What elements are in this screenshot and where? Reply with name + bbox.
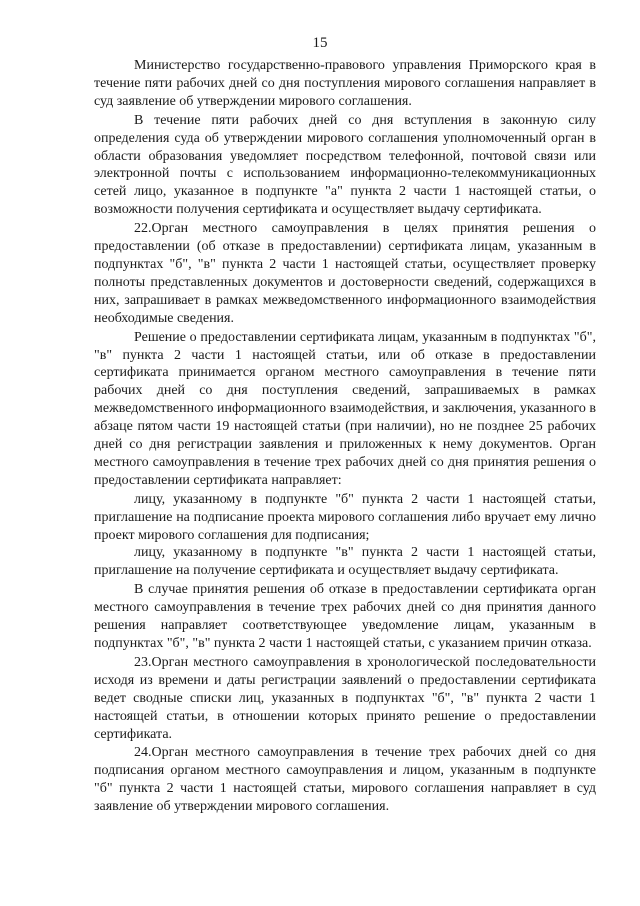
document-body xyxy=(94,57,596,816)
paragraph: Министерство государственно-правового управления Приморского края в течение пяти рабочих дней со дня поступления мирового соглашения направляет в суд заявление об утверждении мирового соглашения. xyxy=(94,58,596,109)
paragraph: В случае принятия решения об отказе в предоставлении сертификата орган местного самоуправления в течение трех рабочих дней со дня принятия данного решения направляет соответствующее уведомление лицам, указанным в подпунктах "б", "в" пункта 2 части 1 настоящей статьи, с указанием причин отказа. xyxy=(94,582,596,651)
paragraph: 22.Орган местного самоуправления в целях принятия решения о предоставлении (об отказе в предоставлении) сертификата лицам, указанным в подпунктах "б", "в" пункта 2 части 1 настоящей статьи, осуществляет проверку полноты представленных документов и достоверности сведений, содержащихся в них, запрашивает в рамках межведомственного информационного взаимодействия необходимые сведения. xyxy=(94,221,596,326)
paragraph: лицу, указанному в подпункте "в" пункта 2 части 1 настоящей статьи, приглашение на получение сертификата и осуществляет выдачу сертификата. xyxy=(94,545,596,579)
paragraph: В течение пяти рабочих дней со дня вступления в законную силу определения суда об утверждении мирового соглашения уполномоченный орган в области образования уведомляет посредством телефонной, почтовой связи или электронной почты с использованием информационно-телекоммуникационных сетей лицо, указанное в подпункте "а" пункта 2 части 1 настоящей статьи, о возможности получения сертификата и осуществляет выдачу сертификата. xyxy=(94,112,596,218)
paragraph: 23.Орган местного самоуправления в хронологической последовательности исходя из времени и даты регистрации заявлений о предоставлении сертификата ведет сводные списки лиц, указанных в подпунктах "б", "в" пункта 2 части 1 настоящей статьи, в отношении которых принято решение о предоставлении сертификата. xyxy=(94,654,596,742)
paragraph: лицу, указанному в подпункте "б" пункта 2 части 1 настоящей статьи, приглашение на подписание проекта мирового соглашения либо вручает ему лично проект мирового соглашения для подписания; xyxy=(94,491,596,543)
paragraph: Решение о предоставлении сертификата лицам, указанным в подпунктах "б", "в" пункта 2 части 1 настоящей статьи, или об отказе в предоставлении сертификата принимается органом местного самоуправления в течение пяти рабочих дней со дня поступления сведений, запрашиваемых в рамках межведомственного информационного взаимодействия, и заключения, указанного в абзаце пятом части 19 настоящей статьи (при наличии), но не позднее 25 рабочих дней со дня регистрации заявления и приложенных к нему документов. Орган местного самоуправления в течение трех рабочих дней со дня принятия решения о предоставлении сертификата направляет: xyxy=(94,329,596,488)
page-number: 15 xyxy=(312,35,328,51)
paragraph: 24.Орган местного самоуправления в течение трех рабочих дней со дня подписания органом местного самоуправления и лицом, указанным в подпункте "б" пункта 2 части 1 настоящей статьи, мирового соглашения направляет в суд заявление об утверждении мирового соглашения. xyxy=(94,745,596,815)
